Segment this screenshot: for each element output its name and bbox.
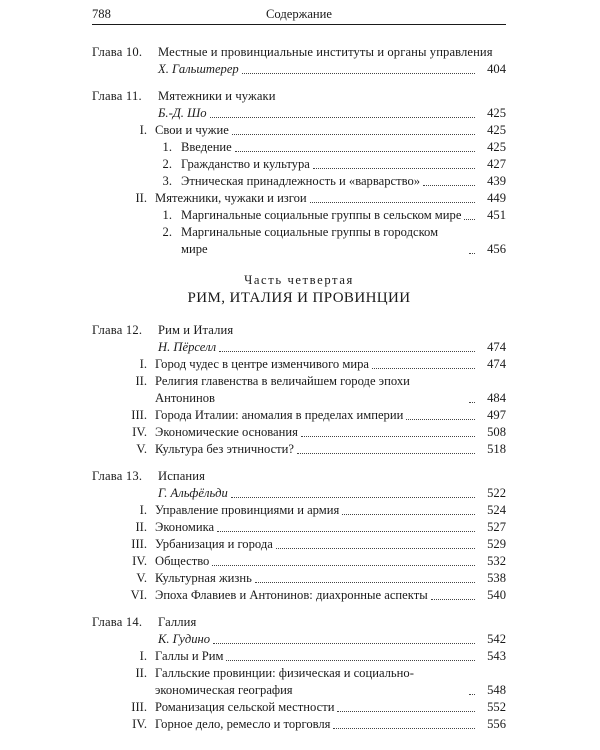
- subsection-entry: [92, 156, 506, 173]
- author-name: Б.-Д. Шо: [158, 106, 207, 120]
- subsection-number: 1.: [162, 208, 172, 222]
- dot-leader: [469, 694, 475, 695]
- dot-leader: [406, 419, 475, 420]
- subsection-number: 1.: [162, 140, 172, 154]
- section-number: I.: [139, 357, 147, 371]
- page-ref: 425: [487, 140, 506, 154]
- dot-leader: [333, 728, 475, 729]
- section-number: I.: [139, 503, 147, 517]
- section-entry: [92, 553, 506, 570]
- section-number: IV.: [132, 554, 147, 568]
- dot-leader: [464, 219, 475, 220]
- page-ref: 532: [487, 554, 506, 568]
- page-ref: 449: [487, 191, 506, 205]
- section-entry: [92, 356, 506, 373]
- section-title: Свои и чужие: [155, 123, 229, 137]
- dot-leader: [213, 643, 475, 644]
- dot-leader: [297, 453, 475, 454]
- chapter-title: Мятежники и чужаки: [158, 89, 276, 103]
- page-ref: 474: [487, 357, 506, 371]
- part-title: РИМ, ИТАЛИЯ И ПРОВИНЦИИ: [187, 290, 411, 306]
- author-entry: [92, 339, 506, 356]
- chapter-label: Глава 13.: [92, 469, 143, 483]
- subsection-title: Гражданство и культура: [181, 157, 310, 171]
- section-title: Урбанизация и города: [155, 537, 273, 551]
- dot-leader: [219, 351, 475, 352]
- dot-leader: [342, 514, 475, 515]
- page-ref: 543: [487, 649, 506, 663]
- table-of-contents: [92, 44, 506, 743]
- dot-leader: [255, 582, 475, 583]
- section-number: VI.: [130, 588, 147, 602]
- section-number: III.: [131, 700, 147, 714]
- author-entry: [92, 485, 506, 502]
- section-title: Города Италии: аномалия в пределах империи: [155, 408, 404, 422]
- page-ref: 484: [487, 391, 506, 405]
- section-title: Экономика: [155, 520, 215, 534]
- section-title: Галльские провинции: физическая и социально-экономическая география: [155, 666, 414, 697]
- chapter-title: Испания: [158, 469, 205, 483]
- subsection-title: Введение: [181, 140, 232, 154]
- chapter-label: Глава 11.: [92, 89, 142, 103]
- section-entry: [92, 570, 506, 587]
- subsection-number: 2.: [162, 157, 172, 171]
- dot-leader: [231, 497, 475, 498]
- page-ref: 556: [487, 717, 506, 731]
- page-ref: 474: [487, 340, 506, 354]
- section-title: Экономические основания: [155, 425, 298, 439]
- dot-leader: [242, 73, 475, 74]
- section-entry: [92, 587, 506, 604]
- section-entry: [92, 665, 506, 699]
- section-number: IV.: [132, 425, 147, 439]
- author-entry: [92, 105, 506, 122]
- dot-leader: [276, 548, 475, 549]
- section-title: Галлы и Рим: [155, 649, 224, 663]
- section-title: Культурная жизнь: [155, 571, 252, 585]
- section-entry: [92, 441, 506, 458]
- chapter-label: Глава 14.: [92, 615, 143, 629]
- section-title: Город чудес в центре изменчивого мира: [155, 357, 369, 371]
- dot-leader: [372, 368, 475, 369]
- page-ref: 552: [487, 700, 506, 714]
- part-label: Часть четвертая: [244, 273, 354, 287]
- page-ref: 548: [487, 683, 506, 697]
- page-header: [92, 6, 506, 24]
- dot-leader: [235, 151, 475, 152]
- section-entry: [92, 502, 506, 519]
- dot-leader: [226, 660, 475, 661]
- section-number: II.: [135, 520, 147, 534]
- page-ref: 518: [487, 442, 506, 456]
- section-number: V.: [136, 571, 147, 585]
- section-entry: [92, 648, 506, 665]
- section-title: Романизация сельской местности: [155, 700, 335, 714]
- section-number: II.: [135, 666, 147, 680]
- running-title: Содержание: [266, 7, 332, 21]
- section-number: II.: [135, 191, 147, 205]
- subsection-title: Этническая принадлежность и «варварство»: [181, 174, 421, 188]
- subsection-number: 2.: [162, 225, 172, 239]
- section-title: Общество: [155, 554, 210, 568]
- page-ref: 540: [487, 588, 506, 602]
- section-entry: [92, 424, 506, 441]
- section-entry: [92, 407, 506, 424]
- dot-leader: [337, 711, 475, 712]
- page-ref: 456: [487, 242, 506, 256]
- section-number: II.: [135, 374, 147, 388]
- dot-leader: [423, 185, 475, 186]
- subsection-title: Маргинальные социальные группы в сельском мире: [181, 208, 462, 222]
- chapter-10: [92, 44, 506, 78]
- page-ref: 404: [487, 62, 506, 76]
- dot-leader: [217, 531, 475, 532]
- chapter-11: [92, 88, 506, 258]
- chapter-label: Глава 10.: [92, 45, 143, 59]
- dot-leader: [469, 402, 475, 403]
- page-ref: 524: [487, 503, 506, 517]
- section-number: IV.: [132, 717, 147, 731]
- page-ref: 508: [487, 425, 506, 439]
- chapter-title: Галлия: [158, 615, 197, 629]
- chapter-title: Местные и провинциальные институты и органы управления: [158, 45, 493, 59]
- part-heading: [92, 272, 506, 308]
- page-ref: 497: [487, 408, 506, 422]
- author-entry: [92, 631, 506, 648]
- page-ref: 538: [487, 571, 506, 585]
- page-ref: 522: [487, 486, 506, 500]
- subsection-title: Маргинальные социальные группы в городском мире: [181, 225, 439, 256]
- section-number: V.: [136, 442, 147, 456]
- dot-leader: [210, 117, 475, 118]
- section-title: Эпоха Флавиев и Антонинов: диахронные аспекты: [155, 588, 428, 602]
- header-rule: [92, 24, 506, 25]
- chapter-14: [92, 614, 506, 733]
- dot-leader: [469, 253, 475, 254]
- section-number: III.: [131, 408, 147, 422]
- section-title: Культура без этничности?: [155, 442, 295, 456]
- page-ref: 542: [487, 632, 506, 646]
- section-title: Горное дело, ремесло и торговля: [155, 717, 331, 731]
- author-name: Г. Альфёльди: [158, 486, 228, 500]
- dot-leader: [313, 168, 475, 169]
- author-entry: [92, 61, 506, 78]
- section-title: Религия главенства в величайшем городе эпохи Антонинов: [155, 374, 410, 405]
- page-ref: 425: [487, 106, 506, 120]
- subsection-entry: [92, 207, 506, 224]
- dot-leader: [310, 202, 475, 203]
- chapter-title: Рим и Италия: [158, 323, 234, 337]
- chapter-label: Глава 12.: [92, 323, 143, 337]
- dot-leader: [431, 599, 475, 600]
- page-ref: 527: [487, 520, 506, 534]
- author-name: Х. Гальштерер: [158, 62, 239, 76]
- chapter-13: [92, 468, 506, 604]
- section-entry: [92, 699, 506, 716]
- section-title: Мятежники, чужаки и изгои: [155, 191, 307, 205]
- section-entry: [92, 373, 506, 407]
- page-ref: 427: [487, 157, 506, 171]
- section-entry: [92, 716, 506, 733]
- author-name: Н. Пёрселл: [158, 340, 217, 354]
- page-number: 788: [92, 7, 111, 21]
- section-number: III.: [131, 537, 147, 551]
- section-entry: [92, 536, 506, 553]
- chapter-12: [92, 322, 506, 458]
- subsection-entry: [92, 224, 506, 258]
- page-ref: 439: [487, 174, 506, 188]
- section-number: I.: [139, 649, 147, 663]
- subsection-entry: [92, 173, 506, 190]
- page-ref: 529: [487, 537, 506, 551]
- author-name: К. Гудино: [158, 632, 211, 646]
- subsection-entry: [92, 139, 506, 156]
- dot-leader: [212, 565, 475, 566]
- page-ref: 425: [487, 123, 506, 137]
- section-entry: [92, 122, 506, 139]
- section-number: I.: [139, 123, 147, 137]
- section-entry: [92, 190, 506, 207]
- dot-leader: [301, 436, 475, 437]
- section-title: Управление провинциями и армия: [155, 503, 340, 517]
- subsection-number: 3.: [162, 174, 172, 188]
- section-entry: [92, 519, 506, 536]
- page-ref: 451: [487, 208, 506, 222]
- dot-leader: [232, 134, 475, 135]
